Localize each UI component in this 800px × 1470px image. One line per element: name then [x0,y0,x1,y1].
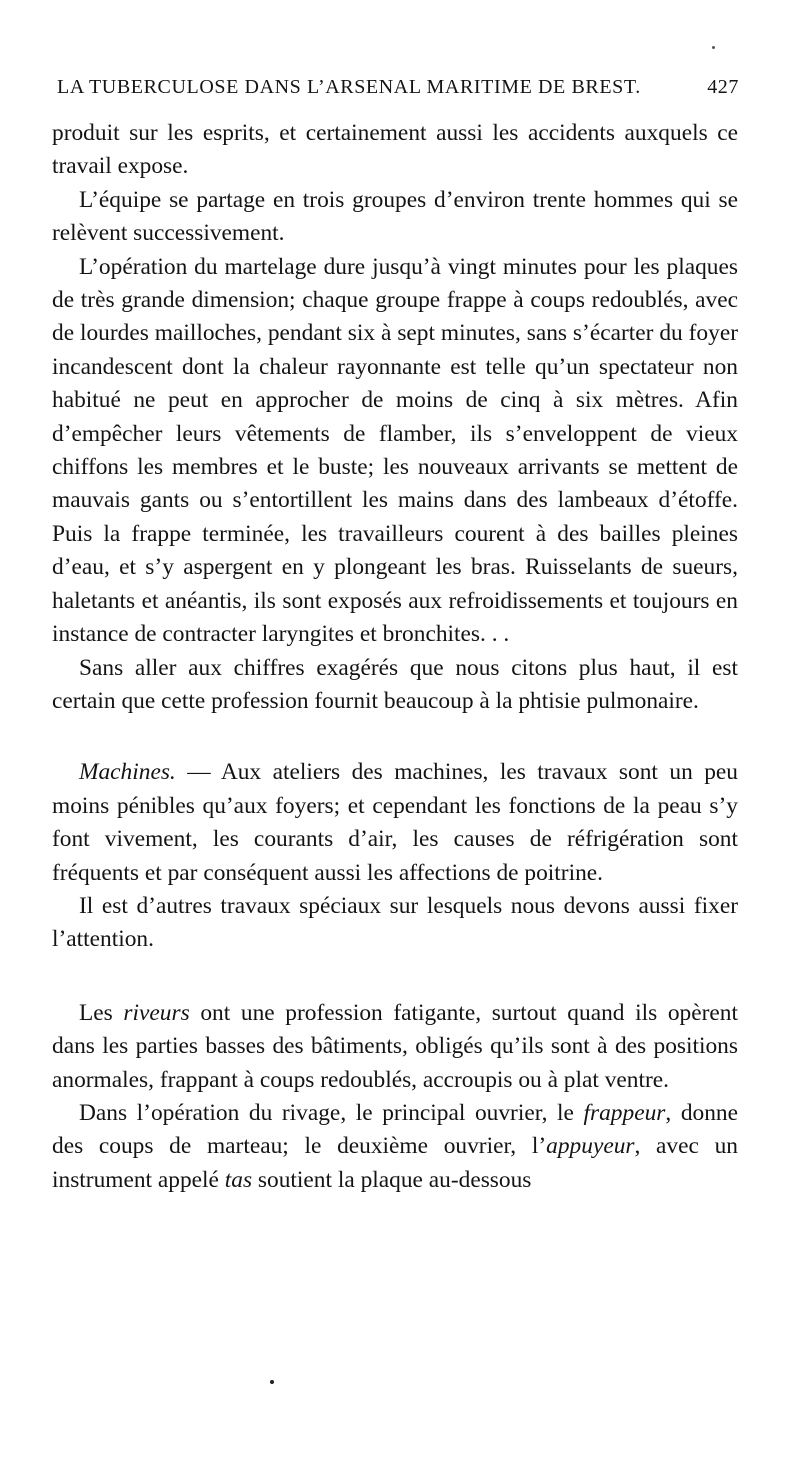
rivage-text-d: soutient la plaque au-dessous [252,1166,532,1193]
running-header [57,74,739,100]
body-text [52,117,738,1197]
page-speck [270,1380,274,1384]
riveurs-text: ont une profession fatigante, surtout quand ils opèrent dans les parties basses des bâtiments, obligés qu’ils sont à des positions anormales, frappant à coups redoublés, accroupis ou à plat ventre. [52,999,738,1093]
term-appuyeur: appuyeur [546,1133,635,1160]
paragraph-phtisie: Sans aller aux chiffres exagérés que nous citons plus haut, il est certain que cette profession fournit beaucoup à la phtisie pulmonaire. [52,654,738,714]
term-frappeur: frappeur [583,1099,666,1126]
rivage-text-a: Dans l’opération du rivage, le principal ouvrier, le [79,1099,584,1126]
riveurs-lead: Les [79,999,124,1026]
term-tas: tas [224,1166,253,1193]
rivage-text-c: , avec un instrument appelé [52,1133,738,1193]
machines-text: — Aux ateliers des machines, les travaux sont un peu moins pénibles qu’aux foyers; et cependant les fonctions de la peau s’y font vivement, les courants d’air, les causes de réfrigération sont fréquents et par conséquent aussi les affections de poitrine. [52,759,738,886]
page-number: 427 [707,76,739,98]
section-heading-machines: Machines. [79,759,176,786]
rivage-text-b: , donne des coups de marteau; le deuxième ouvrier, l’ [52,1099,738,1160]
paragraph-travaux-speciaux: Il est d’autres travaux spéciaux sur lesquels nous devons aussi fixer l’attention. [52,892,738,953]
paragraph-martelage: L’opération du martelage dure jusqu’à vingt minutes pour les plaques de très grande dimension; chaque groupe frappe à coups redoublés, avec de lourdes mailloches, pendant six à sept minutes, sans s’écarter du foyer incandescent dont la chaleur rayonnante est telle qu’un spectateur non habitué ne peut en approcher de moins de cinq à six mètres. Afin d’empêcher leurs vêtements de flamber, ils s’enveloppent de vieux chiffons les membres et le buste; les nouveaux arrivants se mettent de mauvais gants ou s’entortillent les mains dans des lambeaux d’étoffe. Puis la frappe terminée, les travailleurs courent à des bailles pleines d’eau, et s’y aspergent en y plongeant les bras. Ruisselants de sueurs, haletants et anéantis, ils sont exposés aux refroidissements et toujours en instance de contracter laryngites et bronchites. . . [52,253,738,648]
paragraph-riveurs [52,997,738,1097]
page-blemish [712,46,715,49]
paragraph-equipe: L’équipe se partage en trois groupes d’environ trente hommes qui se relèvent successivement. [52,186,738,247]
paragraph-machines [52,756,738,890]
paragraph-rivage [52,1097,738,1197]
term-riveurs: riveurs [123,999,190,1026]
running-title: LA TUBERCULOSE DANS L’ARSENAL MARITIME DE BREST. [57,76,641,98]
paragraph-continued: produit sur les esprits, et certainement aussi les accidents auxquels ce travail expose. [52,120,738,180]
